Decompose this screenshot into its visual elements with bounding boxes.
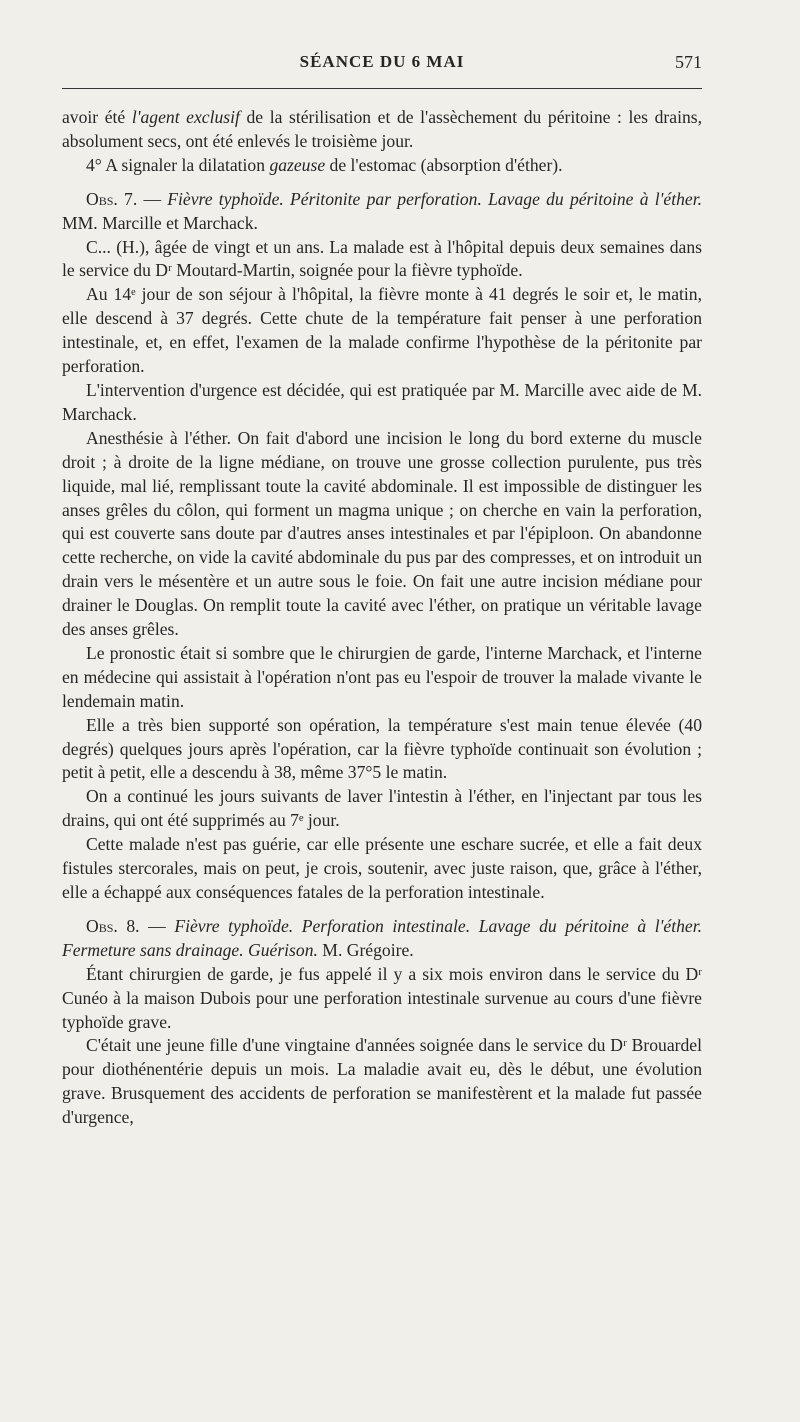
- obs8-label: Obs. 8. —: [86, 915, 175, 936]
- obs8-authors: M. Grégoire.: [317, 939, 414, 960]
- paragraph-1: [62, 106, 702, 154]
- obs7-authors: MM. Marcille et Marchack.: [62, 212, 258, 233]
- paragraph-5: L'intervention d'urgence est décidée, qui est pratiquée par M. Marcille avec aide de M. Marchack.: [62, 379, 702, 424]
- body-text: [62, 106, 702, 1130]
- p1-italic: l'agent exclusif: [131, 107, 240, 127]
- p1-text-c: de la stérilisation et de l'assèchement du péritoine : les drains, absolument secs, ont été enlevés le troisième jour.: [62, 107, 703, 151]
- p2-italic: gazeuse: [269, 154, 326, 175]
- paragraph-10: Cette malade n'est pas guérie, car elle présente une eschare sucrée, et elle a fait deux fistules stercorales, mais on peut, je crois, soutenir, avec juste raison, que, grâce à l'éther, elle a échappé aux conséquences fatales de la perforation intestinale.: [62, 834, 702, 902]
- paragraph-8: Elle a très bien supporté son opération, la température s'est main tenue élevée (40 degrés) quelques jours après l'opération, car la fièvre typhoïde continuait son évolution ; petit à petit, elle a descendu à 38, même 37°5 le matin.: [62, 714, 702, 783]
- paragraph-3: C... (H.), âgée de vingt et un ans. La malade est à l'hôpital depuis deux semaines dans le service du Dʳ Moutard-Martin, soignée pour la fièvre typhoïde.: [62, 236, 702, 281]
- obs7-title: Fièvre typhoïde. Péritonite par perforation. Lavage du péritoine à l'éther.: [167, 188, 702, 209]
- p2-text-c: de l'estomac (absorption d'éther).: [325, 154, 563, 175]
- header-title: SÉANCE DU 6 MAI: [299, 52, 465, 71]
- paragraph-7: Le pronostic était si sombre que le chirurgien de garde, l'interne Marchack, et l'interne en médecine qui assistait à l'opération n'ont pas eu l'espoir de trouver la malade vivante le lendemain matin.: [62, 642, 702, 711]
- obs7-label: Obs. 7. —: [86, 188, 168, 209]
- paragraph-4: Au 14ᵉ jour de son séjour à l'hôpital, la fièvre monte à 41 degrés le soir et, le matin, elle descend à 37 degrés. Cette chute de la température fait penser à une perforation intestinale, et, en effet, l'examen de la malade confirme l'hypothèse de la péritonite par perforation.: [62, 284, 702, 377]
- paragraph-12: C'était une jeune fille d'une vingtaine d'années soignée dans le service du Dʳ Brouardel pour diothénentérie depuis un mois. La maladie avait eu, dès le début, une évolution grave. Brusquement des accidents de perforation se manifestèrent et la malade fut passée d'urgence,: [62, 1035, 702, 1128]
- p2-text-a: 4° A signaler la dilatation: [86, 154, 270, 175]
- paragraph-6: Anesthésie à l'éther. On fait d'abord une incision le long du bord externe du muscle droit ; à droite de la ligne médiane, on trouve une grosse collection purulente, pus très liquide, mal lié, remplissant toute la cavité abdominale. Il est impossible de distinguer les anses grêles du côlon, qui forment un magma unique ; on cherche en vain la perforation, qui est couverte sans doute par d'autres anses intestinales et par l'épiploon. On abandonne cette recherche, on vide la cavité abdominale du pus par des compresses, et on introduit un drain vers le mésentère et un autre sous le foie. On fait une autre incision médiane pour drainer le Douglas. On remplit toute la cavité avec l'éther, on pratique un véritable lavage des anses grêles.: [62, 427, 702, 640]
- header-rule: [62, 88, 702, 89]
- page-number: 571: [675, 52, 702, 72]
- obs8-title: Fièvre typhoïde. Perforation intestinale. Lavage du péritoine à l'éther. Fermeture sans drainage. Guérison.: [62, 915, 702, 960]
- observation-7-heading: [62, 188, 702, 236]
- running-header: [62, 52, 702, 78]
- observation-8-heading: [62, 915, 702, 963]
- paragraph-9: On a continué les jours suivants de laver l'intestin à l'éther, en l'injectant par tous les drains, qui ont été supprimés au 7ᵉ jour.: [62, 786, 702, 831]
- p1-text-a: avoir été: [62, 107, 132, 127]
- paragraph-11: Étant chirurgien de garde, je fus appelé il y a six mois environ dans le service du Dʳ Cunéo à la maison Dubois pour une perforation intestinale survenue au cours d'une fièvre typhoïde grave.: [62, 963, 702, 1032]
- paragraph-2: [62, 154, 702, 178]
